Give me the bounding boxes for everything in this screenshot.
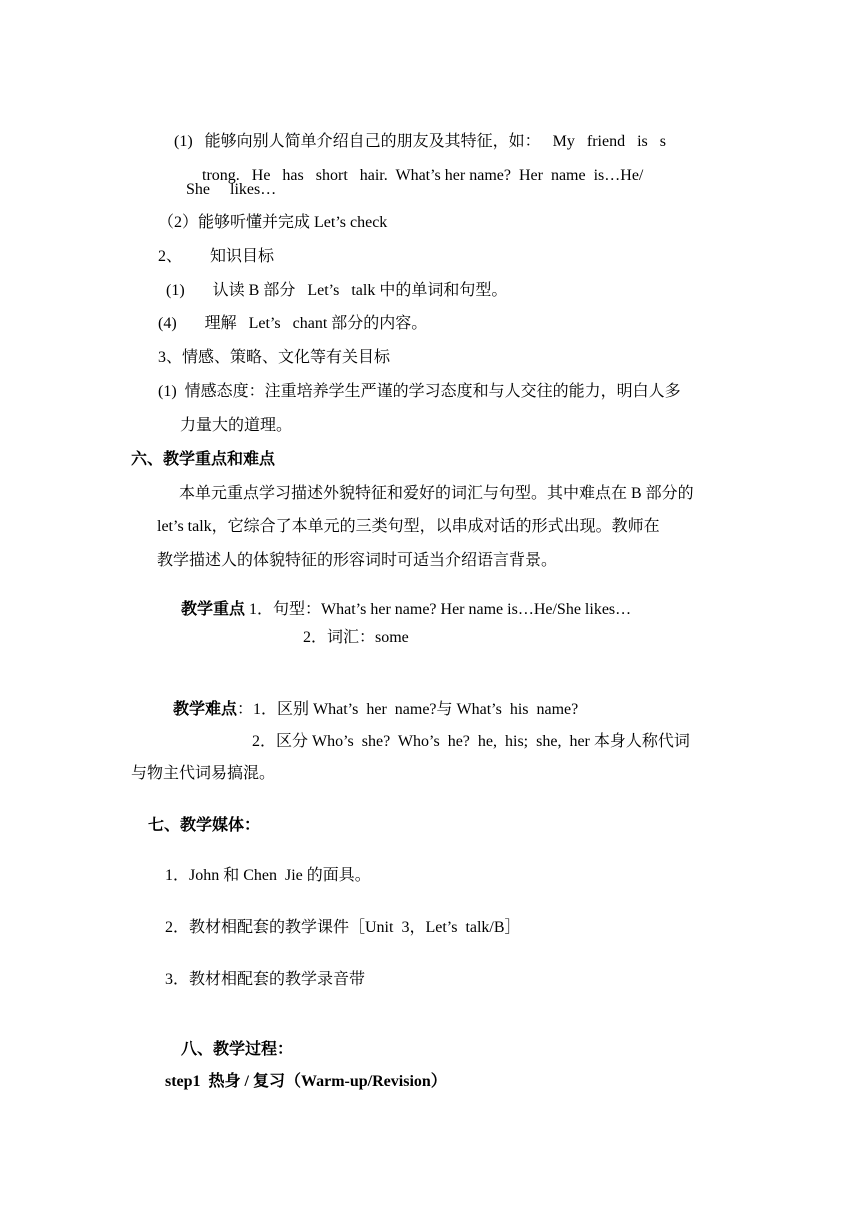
teaching-focus-line-2: 2．词汇：some bbox=[303, 629, 409, 646]
teaching-focus-text: 1．句型：What’s her name? Her name is…He/She likes… bbox=[245, 601, 632, 618]
step-1-heading: step1 热身 / 复习（Warm-up/Revision） bbox=[165, 1073, 447, 1090]
objective-item-2: （2）能够听懂并完成 Let’s check bbox=[158, 214, 388, 231]
affective-goal-item-1-line-1: (1) 情感态度：注重培养学生严谨的学习态度和与人交往的能力，明白人多 bbox=[158, 383, 681, 400]
teaching-difficulty-label: 教学难点 bbox=[173, 701, 238, 718]
key-points-paragraph-line-2: let’s talk，它综合了本单元的三类句型，以串成对话的形式出现。教师在 bbox=[157, 518, 660, 535]
key-points-paragraph-line-1: 本单元重点学习描述外貌特征和爱好的词汇与句型。其中难点在 B 部分的 bbox=[179, 485, 694, 502]
affective-goal-item-1-line-2: 力量大的道理。 bbox=[180, 417, 293, 434]
objective-item-1-line-2: trong. He has short hair. What’s her name? Her name is…He/ bbox=[202, 167, 644, 184]
teaching-difficulty-text: ：1．区别 What’s her name?与 What’s his name? bbox=[237, 701, 579, 718]
section-6-heading: 六、教学重点和难点 bbox=[131, 451, 276, 468]
knowledge-goal-heading: 2、 知识目标 bbox=[158, 248, 275, 265]
affective-goal-heading: 3、情感、策略、文化等有关目标 bbox=[158, 349, 391, 366]
knowledge-goal-item-4: (4) 理解 Let’s chant 部分的内容。 bbox=[158, 315, 428, 332]
objective-item-1-line-1: (1) 能够向别人简单介绍自己的朋友及其特征，如： My friend is s bbox=[174, 133, 666, 150]
teaching-difficulty-line-1 bbox=[157, 680, 578, 740]
knowledge-goal-item-1: (1) 认读 B 部分 Let’s talk 中的单词和句型。 bbox=[166, 282, 508, 299]
media-item-1: 1．John 和 Chen Jie 的面具。 bbox=[165, 867, 371, 884]
teaching-focus-label: 教学重点 bbox=[181, 601, 246, 618]
teaching-difficulty-line-2-cont: 与物主代词易搞混。 bbox=[131, 765, 276, 782]
teaching-difficulty-line-2: 2．区分 Who’s she? Who’s he? he, his; she, her 本身人称代词 bbox=[252, 733, 690, 750]
media-item-2: 2．教材相配套的教学课件［Unit 3，Let’s talk/B］ bbox=[165, 919, 521, 936]
section-7-heading: 七、教学媒体： bbox=[148, 817, 261, 834]
section-8-heading: 八、教学过程： bbox=[181, 1041, 294, 1058]
media-item-3: 3．教材相配套的教学录音带 bbox=[165, 971, 366, 988]
key-points-paragraph-line-3: 教学描述人的体貌特征的形容词时可适当介绍语言背景。 bbox=[157, 552, 558, 569]
objective-item-1-line-3: She likes… bbox=[186, 181, 277, 198]
